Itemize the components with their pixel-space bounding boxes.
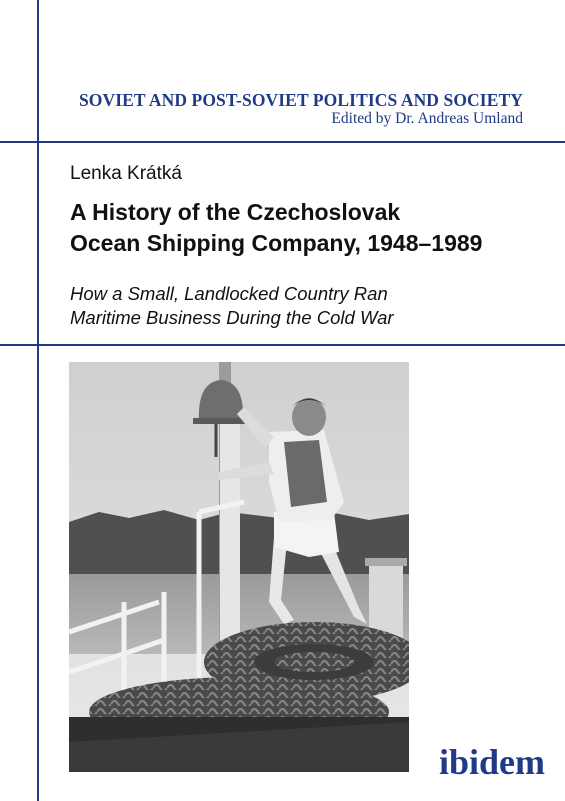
series-header [79,90,523,128]
cover-photo [69,362,409,772]
book-title [70,197,482,259]
series-editor: Edited by Dr. Andreas Umland [331,110,523,127]
title-line-1: A History of the Czechoslovak [70,199,401,225]
publisher-logo: ibidem [438,742,545,782]
author-name: Lenka Krátká [70,163,182,184]
book-subtitle [70,282,394,330]
series-name: SOVIET AND POST-SOVIET POLITICS AND SOCIETY [78,90,523,110]
subtitle-line-2: Maritime Business During the Cold War [70,307,394,328]
left-rule [37,0,39,801]
top-rule [0,141,565,143]
middle-rule [0,344,565,346]
title-line-2: Ocean Shipping Company, 1948–1989 [70,230,483,256]
ship-bell-photo-illustration [69,362,409,772]
subtitle-line-1: How a Small, Landlocked Country Ran [70,283,388,304]
